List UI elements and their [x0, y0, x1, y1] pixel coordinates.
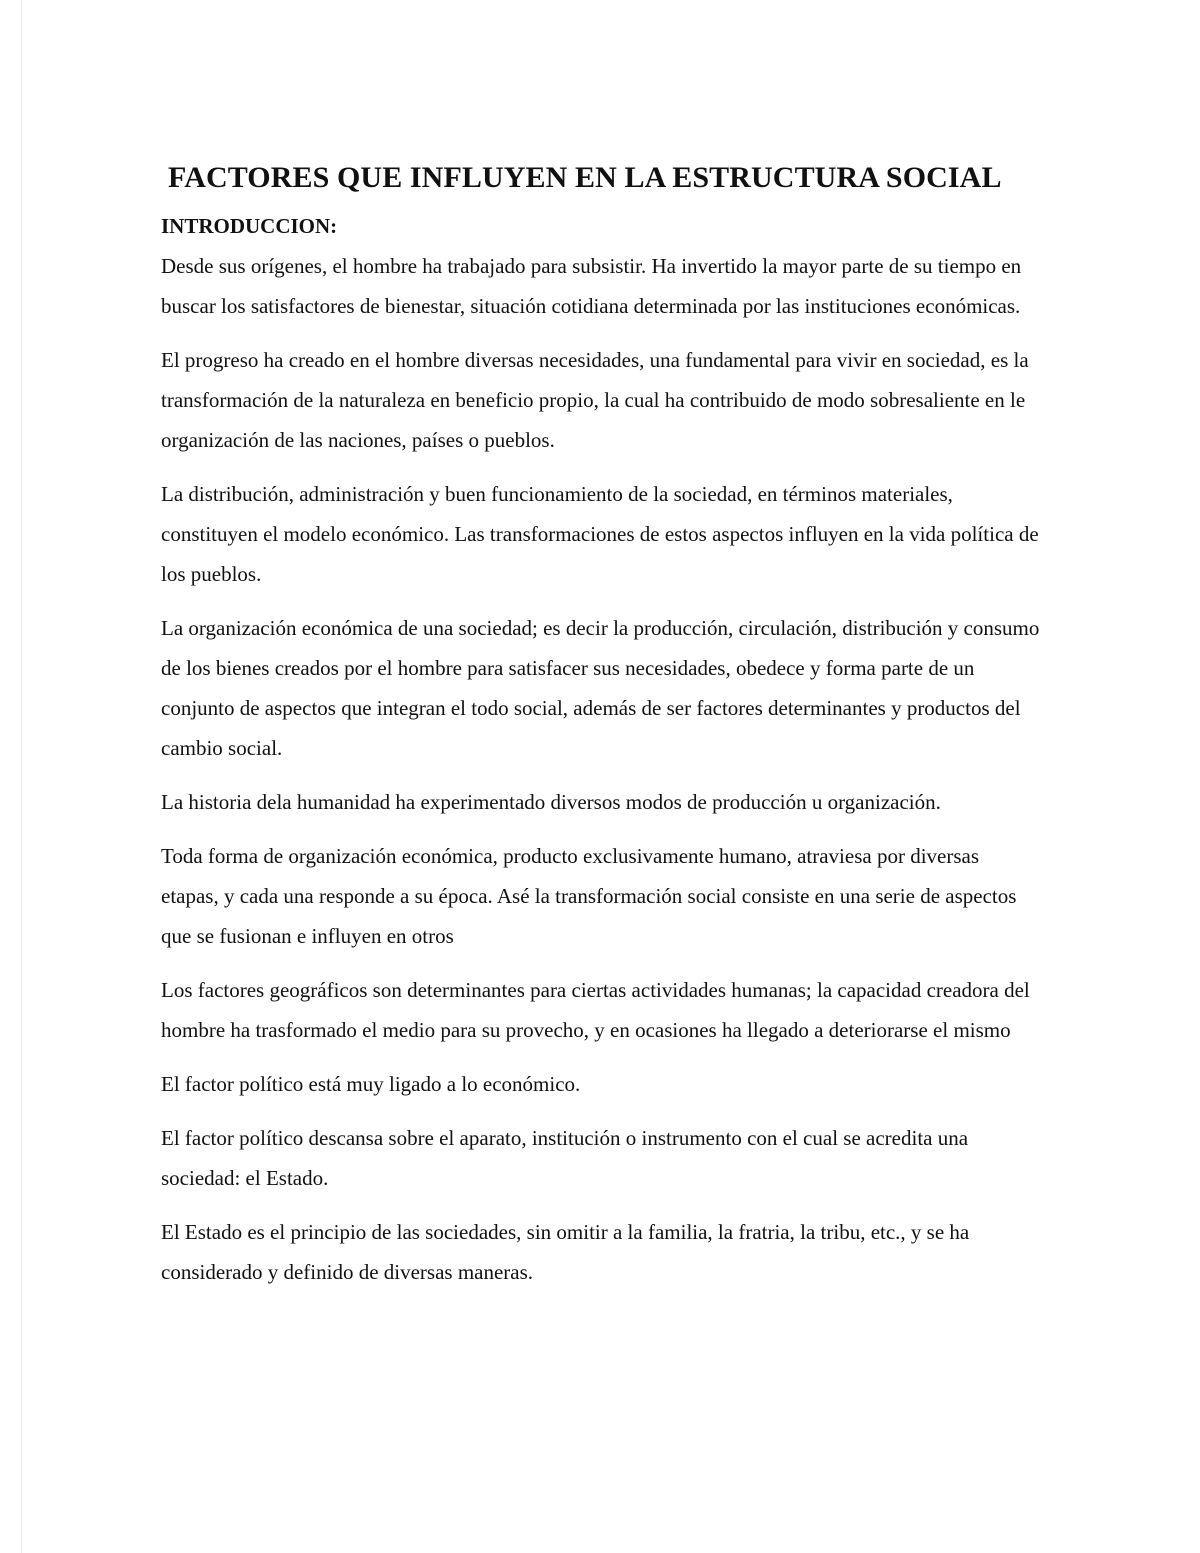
paragraph: La organización económica de una sociedad; es decir la producción, circulación, distribución y consumo de los bienes creados por el hombre para satisfacer sus necesidades, obedece y forma parte de un conjunto de aspectos que integran el todo social, además de ser factores determinantes y productos del cambio social. [161, 616, 1040, 760]
paragraph: El factor político está muy ligado a lo económico. [161, 1072, 581, 1096]
section-heading: INTRODUCCION: [161, 214, 338, 238]
page-edge-line [21, 0, 22, 1553]
paragraph: El Estado es el principio de las sociedades, sin omitir a la familia, la fratria, la tribu, etc., y se ha considerado y definido de diversas maneras. [161, 1220, 970, 1284]
paragraph: Desde sus orígenes, el hombre ha trabajado para subsistir. Ha invertido la mayor parte de su tiempo en buscar los satisfactores de bienestar, situación cotidiana determinada por las instituciones económicas. [161, 254, 1022, 318]
paragraph: Toda forma de organización económica, producto exclusivamente humano, atraviesa por diversas etapas, y cada una responde a su época. Asé la transformación social consiste en una serie de aspectos que se fusionan e influyen en otros [161, 844, 1017, 948]
document-page [161, 150, 1041, 1306]
paragraph: La distribución, administración y buen funcionamiento de la sociedad, en términos materiales, constituyen el modelo económico. Las transformaciones de estos aspectos influyen en la vida política de los pueblos. [161, 482, 1039, 586]
paragraph: La historia dela humanidad ha experimentado diversos modos de producción u organización. [161, 790, 941, 814]
paragraph: El factor político descansa sobre el aparato, institución o instrumento con el cual se acredita una sociedad: el Estado. [161, 1126, 969, 1190]
document-title: FACTORES QUE INFLUYEN EN LA ESTRUCTURA SOCIAL [168, 161, 1002, 194]
paragraph: Los factores geográficos son determinantes para ciertas actividades humanas; la capacidad creadora del hombre ha trasformado el medio para su provecho, y en ocasiones ha llegado a deteriorarse el mismo [161, 978, 1030, 1042]
paragraph: El progreso ha creado en el hombre diversas necesidades, una fundamental para vivir en sociedad, es la transformación de la naturaleza en beneficio propio, la cual ha contribuido de modo sobresaliente en le organización de las naciones, países o pueblos. [161, 348, 1029, 452]
